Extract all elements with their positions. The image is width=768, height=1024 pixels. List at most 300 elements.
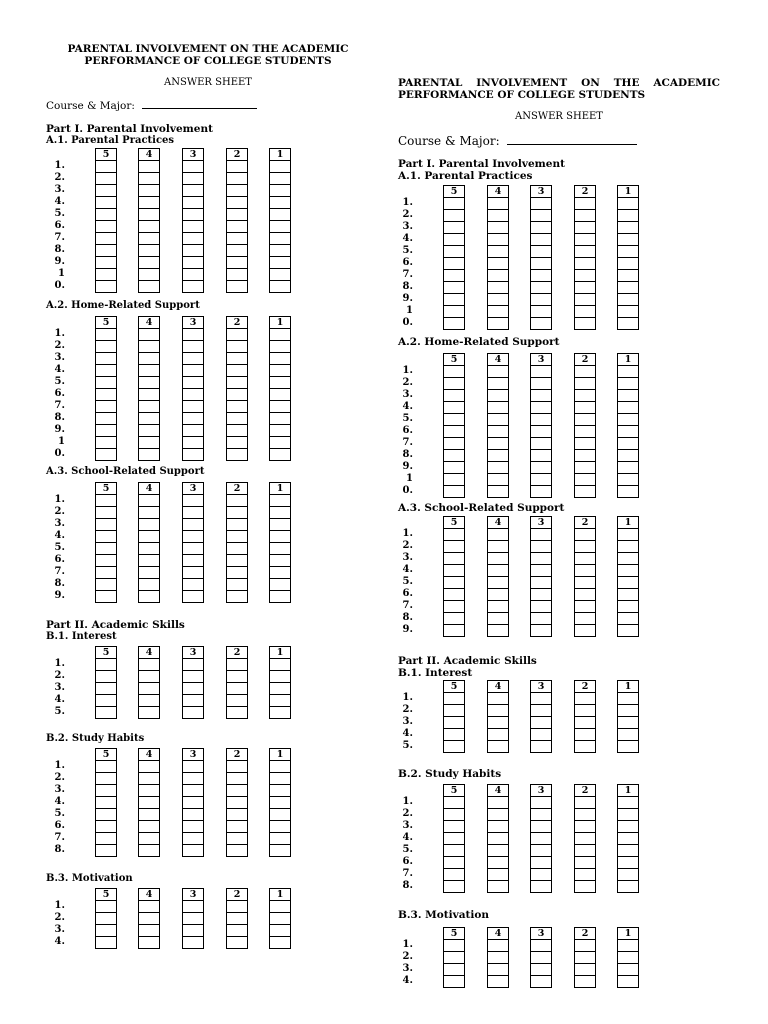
item-number: 6. — [402, 425, 413, 436]
item-number: 5. — [54, 542, 65, 553]
answer-box[interactable] — [95, 844, 117, 857]
rating-column-4 — [138, 646, 160, 719]
rating-column-2 — [574, 784, 596, 893]
answer-box[interactable] — [138, 706, 160, 719]
item-number: 5. — [402, 245, 413, 256]
answer-box[interactable] — [574, 975, 596, 988]
course-major-blank[interactable] — [507, 143, 637, 145]
item-number: 3. — [54, 518, 65, 529]
item-number: 1. — [402, 692, 413, 703]
item-number: 4. — [54, 196, 65, 207]
scale-header: 5 — [95, 748, 117, 761]
answer-box[interactable] — [574, 880, 596, 893]
answer-box[interactable] — [487, 485, 509, 498]
answer-box[interactable] — [138, 280, 160, 293]
scale-header: 3 — [530, 185, 552, 198]
item-number: 2. — [402, 951, 413, 962]
rating-column-1 — [617, 680, 639, 753]
item-number: 1. — [402, 197, 413, 208]
answer-box[interactable] — [443, 740, 465, 753]
scale-header: 2 — [226, 148, 248, 161]
section-heading: B.1. Interest — [46, 631, 117, 642]
answer-box[interactable] — [443, 975, 465, 988]
answer-box[interactable] — [138, 448, 160, 461]
item-number: 2. — [54, 506, 65, 517]
answer-box[interactable] — [617, 317, 639, 330]
document-title — [40, 43, 376, 67]
answer-box[interactable] — [138, 936, 160, 949]
section-heading: B.1. Interest — [398, 667, 473, 679]
item-number: 1. — [402, 365, 413, 376]
scale-header: 4 — [487, 353, 509, 366]
course-major-blank[interactable] — [142, 107, 257, 109]
rating-column-3 — [530, 927, 552, 988]
rating-column-2 — [574, 516, 596, 637]
item-number: 8. — [402, 612, 413, 623]
answer-box[interactable] — [182, 844, 204, 857]
rating-column-3 — [182, 748, 204, 857]
part-1-heading: Part I. Parental Involvement — [46, 123, 213, 135]
scale-header: 5 — [95, 482, 117, 495]
answer-box[interactable] — [269, 590, 291, 603]
item-number: 1 — [58, 436, 65, 447]
scale-header: 3 — [530, 353, 552, 366]
item-number: 1. — [54, 658, 65, 669]
scale-header: 5 — [443, 353, 465, 366]
scale-header: 4 — [138, 316, 160, 329]
item-number: 6. — [402, 856, 413, 867]
rating-column-5 — [443, 516, 465, 637]
item-number: 6. — [402, 257, 413, 268]
scale-header: 4 — [138, 482, 160, 495]
answer-box[interactable] — [443, 317, 465, 330]
item-number: 1. — [402, 528, 413, 539]
rating-column-5 — [443, 353, 465, 498]
item-number: 7. — [54, 232, 65, 243]
item-number: 4. — [54, 936, 65, 947]
item-number: 0. — [54, 448, 65, 459]
rating-column-5 — [443, 927, 465, 988]
rating-column-2 — [226, 888, 248, 949]
scale-header: 1 — [617, 185, 639, 198]
item-number: 2. — [402, 377, 413, 388]
item-number: 8. — [54, 412, 65, 423]
answer-box[interactable] — [182, 706, 204, 719]
item-number: 3. — [402, 221, 413, 232]
scale-header: 2 — [574, 353, 596, 366]
section-heading: B.3. Motivation — [46, 873, 133, 884]
rating-column-2 — [574, 185, 596, 330]
answer-box[interactable] — [182, 936, 204, 949]
item-number: 5. — [54, 706, 65, 717]
scale-header: 1 — [269, 888, 291, 901]
scale-header: 3 — [182, 888, 204, 901]
scale-header: 2 — [226, 646, 248, 659]
answer-box[interactable] — [226, 844, 248, 857]
scale-header: 2 — [226, 748, 248, 761]
item-number: 4. — [54, 796, 65, 807]
item-number: 2. — [402, 209, 413, 220]
title-line-1: PARENTAL INVOLVEMENT ON THE ACADEMIC — [67, 43, 349, 55]
scale-header: 1 — [269, 482, 291, 495]
rating-column-4 — [487, 927, 509, 988]
rating-column-5 — [443, 185, 465, 330]
scale-header: 5 — [95, 646, 117, 659]
scale-header: 5 — [443, 927, 465, 940]
answer-box[interactable] — [530, 317, 552, 330]
answer-box[interactable] — [138, 590, 160, 603]
title-line-1: PARENTAL INVOLVEMENT ON THE ACADEMIC — [398, 77, 720, 89]
answer-box[interactable] — [617, 485, 639, 498]
scale-header: 4 — [487, 784, 509, 797]
scale-header: 5 — [443, 680, 465, 693]
scale-header: 3 — [182, 748, 204, 761]
answer-box[interactable] — [95, 706, 117, 719]
item-number: 8. — [54, 844, 65, 855]
answer-box[interactable] — [269, 280, 291, 293]
rating-column-4 — [487, 784, 509, 893]
scale-header: 3 — [530, 680, 552, 693]
rating-column-4 — [138, 482, 160, 603]
rating-column-4 — [138, 748, 160, 857]
answer-box[interactable] — [95, 448, 117, 461]
rating-column-3 — [182, 482, 204, 603]
item-number: 9. — [54, 256, 65, 267]
rating-column-4 — [138, 148, 160, 293]
item-number: 4. — [402, 975, 413, 986]
item-number: 2. — [54, 670, 65, 681]
answer-box[interactable] — [487, 880, 509, 893]
answer-box[interactable] — [182, 590, 204, 603]
scale-header: 5 — [443, 185, 465, 198]
answer-box[interactable] — [574, 740, 596, 753]
rating-column-5 — [443, 680, 465, 753]
title-line-2: PERFORMANCE OF COLLEGE STUDENTS — [398, 89, 646, 101]
document-title — [398, 77, 720, 101]
answer-box[interactable] — [269, 936, 291, 949]
answer-box[interactable] — [574, 317, 596, 330]
rating-column-4 — [487, 516, 509, 637]
scale-header: 3 — [182, 646, 204, 659]
item-number: 7. — [402, 868, 413, 879]
rating-column-1 — [617, 353, 639, 498]
scale-header: 2 — [574, 516, 596, 529]
scale-header: 4 — [487, 516, 509, 529]
item-number: 4. — [402, 728, 413, 739]
item-number: 1 — [406, 305, 413, 316]
item-number: 1. — [54, 494, 65, 505]
rating-column-4 — [487, 185, 509, 330]
answer-box[interactable] — [617, 880, 639, 893]
item-number: 3. — [402, 963, 413, 974]
rating-column-1 — [617, 516, 639, 637]
scale-header: 5 — [95, 888, 117, 901]
item-number: 3. — [402, 716, 413, 727]
item-number: 6. — [54, 220, 65, 231]
rating-column-1 — [269, 482, 291, 603]
item-number: 4. — [402, 564, 413, 575]
scale-header: 4 — [138, 888, 160, 901]
scale-header: 2 — [574, 927, 596, 940]
rating-column-3 — [530, 680, 552, 753]
answer-box[interactable] — [226, 448, 248, 461]
item-number: 4. — [402, 401, 413, 412]
item-number: 5. — [54, 208, 65, 219]
rating-column-1 — [617, 784, 639, 893]
answer-box[interactable] — [269, 448, 291, 461]
item-number: 9. — [54, 590, 65, 601]
scale-header: 5 — [443, 784, 465, 797]
answer-box[interactable] — [487, 624, 509, 637]
rating-column-1 — [617, 185, 639, 330]
answer-sheet-label: ANSWER SHEET — [515, 111, 603, 122]
answer-box[interactable] — [269, 844, 291, 857]
rating-column-4 — [138, 888, 160, 949]
rating-column-5 — [95, 148, 117, 293]
course-major-field[interactable] — [398, 134, 637, 148]
scale-header: 1 — [617, 516, 639, 529]
scale-header: 2 — [574, 185, 596, 198]
item-number: 9. — [402, 461, 413, 472]
answer-box[interactable] — [574, 485, 596, 498]
answer-box[interactable] — [182, 448, 204, 461]
item-number: 4. — [54, 694, 65, 705]
rating-column-1 — [617, 927, 639, 988]
item-number: 1. — [402, 796, 413, 807]
item-number: 4. — [402, 832, 413, 843]
answer-box[interactable] — [226, 280, 248, 293]
scale-header: 3 — [530, 784, 552, 797]
item-number: 7. — [402, 600, 413, 611]
item-number: 3. — [54, 924, 65, 935]
item-number: 8. — [54, 244, 65, 255]
item-number: 1. — [54, 900, 65, 911]
answer-box[interactable] — [530, 485, 552, 498]
section-heading: B.3. Motivation — [398, 909, 489, 921]
rating-column-3 — [530, 353, 552, 498]
item-number: 8. — [402, 281, 413, 292]
item-number: 5. — [402, 413, 413, 424]
item-number: 5. — [54, 808, 65, 819]
rating-column-2 — [226, 316, 248, 461]
item-number: 7. — [54, 400, 65, 411]
answer-box[interactable] — [487, 740, 509, 753]
course-major-label: Course & Major: — [398, 134, 500, 148]
rating-column-3 — [182, 888, 204, 949]
item-number: 3. — [402, 552, 413, 563]
item-number: 4. — [54, 364, 65, 375]
item-number: 7. — [402, 269, 413, 280]
section-heading: A.1. Parental Practices — [46, 135, 175, 146]
scale-header: 3 — [530, 927, 552, 940]
rating-column-5 — [95, 748, 117, 857]
rating-column-1 — [269, 646, 291, 719]
answer-box[interactable] — [443, 624, 465, 637]
item-number: 1. — [54, 160, 65, 171]
section-heading: A.2. Home-Related Support — [46, 300, 200, 311]
course-major-field[interactable] — [46, 100, 257, 112]
item-number: 1. — [402, 939, 413, 950]
section-heading: A.2. Home-Related Support — [398, 336, 560, 348]
section-heading: B.2. Study Habits — [46, 733, 145, 744]
answer-box[interactable] — [617, 740, 639, 753]
item-number: 3. — [54, 184, 65, 195]
answer-box[interactable] — [443, 880, 465, 893]
rating-column-2 — [226, 646, 248, 719]
scale-header: 1 — [269, 316, 291, 329]
scale-header: 4 — [138, 748, 160, 761]
answer-box[interactable] — [269, 706, 291, 719]
rating-column-2 — [574, 353, 596, 498]
item-number: 3. — [402, 820, 413, 831]
section-heading: B.2. Study Habits — [398, 768, 502, 780]
item-number: 7. — [54, 832, 65, 843]
answer-box[interactable] — [226, 590, 248, 603]
item-number: 4. — [402, 233, 413, 244]
answer-box[interactable] — [530, 624, 552, 637]
answer-box[interactable] — [617, 975, 639, 988]
scale-header: 3 — [182, 148, 204, 161]
section-heading: A.1. Parental Practices — [398, 170, 533, 182]
rating-column-5 — [95, 646, 117, 719]
rating-column-5 — [95, 888, 117, 949]
part-2-heading: Part II. Academic Skills — [398, 655, 537, 667]
section-heading: A.3. School-Related Support — [46, 466, 205, 477]
item-number: 2. — [54, 912, 65, 923]
item-number: 0. — [402, 317, 413, 328]
rating-column-2 — [574, 680, 596, 753]
scale-header: 4 — [138, 148, 160, 161]
answer-box[interactable] — [487, 975, 509, 988]
scale-header: 5 — [443, 516, 465, 529]
item-number: 2. — [402, 808, 413, 819]
rating-column-5 — [443, 784, 465, 893]
rating-column-1 — [269, 748, 291, 857]
title-line-2: PERFORMANCE OF COLLEGE STUDENTS — [84, 55, 332, 67]
item-number: 1 — [406, 473, 413, 484]
scale-header: 4 — [487, 185, 509, 198]
scale-header: 1 — [269, 748, 291, 761]
scale-header: 4 — [487, 927, 509, 940]
answer-box[interactable] — [487, 317, 509, 330]
answer-sheet-label: ANSWER SHEET — [164, 77, 252, 88]
item-number: 1. — [54, 328, 65, 339]
answer-box[interactable] — [530, 740, 552, 753]
rating-column-2 — [574, 927, 596, 988]
item-number: 1 — [58, 268, 65, 279]
rating-column-2 — [226, 482, 248, 603]
scale-header: 2 — [226, 482, 248, 495]
item-number: 0. — [54, 280, 65, 291]
scale-header: 3 — [530, 516, 552, 529]
scale-header: 1 — [269, 646, 291, 659]
answer-box[interactable] — [574, 624, 596, 637]
item-number: 0. — [402, 485, 413, 496]
rating-column-4 — [487, 353, 509, 498]
rating-column-2 — [226, 148, 248, 293]
answer-box[interactable] — [95, 280, 117, 293]
item-number: 5. — [402, 740, 413, 751]
rating-column-1 — [269, 888, 291, 949]
rating-column-3 — [182, 316, 204, 461]
item-number: 5. — [54, 376, 65, 387]
rating-column-3 — [530, 516, 552, 637]
item-number: 2. — [402, 540, 413, 551]
item-number: 5. — [402, 844, 413, 855]
item-number: 2. — [54, 772, 65, 783]
item-number: 9. — [402, 293, 413, 304]
answer-box[interactable] — [530, 975, 552, 988]
rating-column-3 — [530, 784, 552, 893]
item-number: 8. — [402, 449, 413, 460]
item-number: 2. — [402, 704, 413, 715]
part-2-heading: Part II. Academic Skills — [46, 619, 185, 631]
rating-column-3 — [530, 185, 552, 330]
item-number: 6. — [54, 820, 65, 831]
scale-header: 2 — [226, 316, 248, 329]
rating-column-1 — [269, 148, 291, 293]
item-number: 9. — [54, 424, 65, 435]
answer-box[interactable] — [443, 485, 465, 498]
rating-column-4 — [138, 316, 160, 461]
item-number: 6. — [402, 588, 413, 599]
item-number: 2. — [54, 172, 65, 183]
answer-box[interactable] — [530, 880, 552, 893]
item-number: 6. — [54, 388, 65, 399]
rating-column-5 — [95, 316, 117, 461]
item-number: 3. — [54, 784, 65, 795]
scale-header: 2 — [574, 784, 596, 797]
scale-header: 5 — [95, 148, 117, 161]
scale-header: 1 — [617, 353, 639, 366]
answer-box[interactable] — [138, 844, 160, 857]
scale-header: 1 — [269, 148, 291, 161]
item-number: 1. — [54, 760, 65, 771]
answer-box[interactable] — [95, 936, 117, 949]
scale-header: 1 — [617, 680, 639, 693]
item-number: 7. — [54, 566, 65, 577]
scale-header: 2 — [226, 888, 248, 901]
item-number: 9. — [402, 624, 413, 635]
rating-column-3 — [182, 646, 204, 719]
rating-column-2 — [226, 748, 248, 857]
answer-box[interactable] — [182, 280, 204, 293]
scale-header: 4 — [138, 646, 160, 659]
item-number: 3. — [54, 682, 65, 693]
scale-header: 5 — [95, 316, 117, 329]
part-1-heading: Part I. Parental Involvement — [398, 158, 565, 170]
item-number: 3. — [402, 389, 413, 400]
course-major-label: Course & Major: — [46, 100, 135, 112]
item-number: 5. — [402, 576, 413, 587]
scale-header: 1 — [617, 927, 639, 940]
scale-header: 2 — [574, 680, 596, 693]
item-number: 7. — [402, 437, 413, 448]
scale-header: 3 — [182, 482, 204, 495]
answer-box[interactable] — [226, 936, 248, 949]
item-number: 3. — [54, 352, 65, 363]
item-number: 8. — [402, 880, 413, 891]
rating-column-1 — [269, 316, 291, 461]
scale-header: 1 — [617, 784, 639, 797]
rating-column-3 — [182, 148, 204, 293]
item-number: 8. — [54, 578, 65, 589]
answer-box[interactable] — [226, 706, 248, 719]
item-number: 4. — [54, 530, 65, 541]
answer-box[interactable] — [617, 624, 639, 637]
scale-header: 4 — [487, 680, 509, 693]
answer-box[interactable] — [95, 590, 117, 603]
